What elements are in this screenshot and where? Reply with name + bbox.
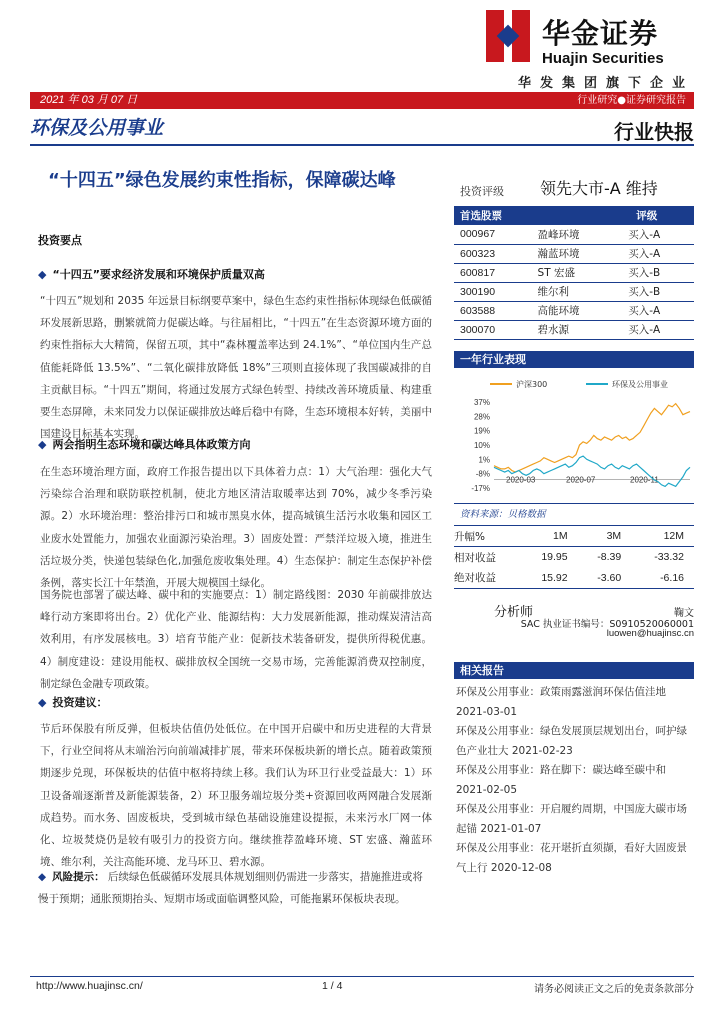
industry-performance-heading: 一年行业表现 (454, 351, 694, 368)
table-row (454, 225, 694, 244)
footer-website-link[interactable]: http://www.huajinsc.cn/ (36, 980, 143, 992)
related-report-link[interactable]: 环保及公用事业：政策雨露滋润环保估值洼地 2021-03-01 (456, 686, 666, 718)
table-cell: -8.39 (597, 551, 622, 564)
logo-english-name: Huajin Securities (542, 50, 664, 67)
y-tick-label: -8% (475, 469, 490, 479)
y-tick-label: 10% (473, 441, 490, 450)
y-tick-label: 28% (473, 412, 490, 422)
stock-code: 000967 (454, 225, 532, 244)
table-cell: -3.60 (578, 568, 632, 589)
stock-code: 600817 (454, 263, 532, 282)
y-tick-label: 19% (473, 426, 490, 436)
report-title: “十四五”绿色发展约束性指标，保障碳达峰 (48, 170, 396, 191)
table-row (454, 244, 694, 263)
stock-name: 碧水源 (532, 320, 623, 339)
chart-source: 资料来源：贝格数据 (460, 509, 546, 520)
diamond-bullet-icon: ◆ (38, 696, 47, 709)
date-bar (30, 92, 694, 109)
key-points-label: 投资要点 (38, 234, 82, 247)
analyst-certificate: SAC 执业证书编号：S0910520060001 (520, 619, 694, 630)
diamond-bullet-icon: ◆ (38, 438, 47, 451)
column-header: 升幅% (454, 526, 520, 547)
logo-chinese-name: 华金证券 (542, 17, 659, 50)
stock-name: 瀚蓝环境 (532, 244, 623, 263)
stock-rating: 买入-B (622, 282, 694, 301)
table-row (454, 568, 694, 589)
preferred-stocks-table (454, 206, 694, 340)
company-logo (486, 10, 696, 70)
performance-table (454, 525, 694, 589)
section-heading: ◆ “十四五”要求经济发展和环境保护质量双高 (38, 268, 265, 281)
stock-code: 300070 (454, 320, 532, 339)
stock-code: 300190 (454, 282, 532, 301)
column-header: 评级 (622, 206, 694, 225)
related-report-link[interactable]: 环保及公用事业：开启履约周期，中国庞大碳市场起锚 2021-01-07 (456, 803, 687, 835)
table-header-row (454, 526, 694, 547)
row-label: 绝对收益 (454, 568, 520, 589)
analyst-email-link[interactable]: luowen@huajinsc.cn (606, 628, 694, 639)
table-header-row (454, 206, 694, 225)
rating-label: 投资评级 (460, 185, 504, 198)
sector-name: 环保及公用事业 (30, 117, 164, 139)
related-report-link[interactable]: 环保及公用事业：花开堪折直须撷，看好大固废景气上行 2020-12-08 (456, 842, 687, 874)
stock-code: 603588 (454, 301, 532, 320)
column-header: 首选股票 (454, 206, 622, 225)
y-tick-label: -17% (471, 484, 490, 493)
related-report-link[interactable]: 环保及公用事业：绿色发展顶层规划出台，呵护绿色产业壮大 2021-02-23 (456, 725, 687, 757)
divider (454, 503, 694, 504)
table-row (454, 263, 694, 282)
diamond-bullet-icon: ◆ (38, 268, 47, 281)
page-number: 1 / 4 (322, 980, 343, 992)
risk-label: 风险提示： (52, 871, 105, 883)
table-cell: -33.32 (654, 551, 684, 564)
table-cell: 19.95 (541, 551, 568, 564)
y-tick-label: 37% (473, 398, 490, 407)
related-reports-heading: 相关报告 (454, 662, 694, 679)
company-slogan: 华发集团旗下企业 (517, 76, 694, 91)
row-label: 相对收益 (454, 551, 496, 564)
breadcrumb: 行业研究●证券研究报告 (577, 95, 686, 106)
stock-rating: 买入-A (622, 244, 694, 263)
stock-name: 盈峰环境 (532, 225, 623, 244)
stock-rating: 买入-A (622, 301, 694, 320)
section-paragraph: “十四五”规划和 2035 年远景目标纲要草案中，绿色生态约束性指标体现绿色低碳循环发展新思路，删繁就简力促碳达峰。与往届相比，“十四五”在生态资源环境方面的约束性指标大大精简，保留五项，其中“森林覆盖率达到 24.1%”、“单位国内生产总值能耗降低 13.5%”、“二氧化碳排放降低 18%”三项则直接体现了我国碳减排的自主贡献目标。“十四五”期间，将通过发展方式绿色转型、持续改善环境质量、构建重要生态屏障，未来同发力以保证碳排放达峰后稳中有降，生态环境根本好转，美丽中国建设目标基本实现。 (40, 295, 432, 441)
x-tick-label: 2020-03 (506, 475, 536, 485)
related-report-link[interactable]: 环保及公用事业：路在脚下：碳达峰至碳中和 2021-02-05 (456, 764, 666, 796)
column-header: 1M (520, 526, 577, 547)
table-cell: 15.92 (520, 568, 577, 589)
related-reports-list (456, 683, 694, 878)
risk-warning (38, 866, 432, 910)
chart-legend (490, 379, 668, 389)
stock-name: 高能环境 (532, 301, 623, 320)
y-tick-label: 1% (478, 455, 490, 465)
analyst-heading: 分析师 (494, 605, 534, 620)
stock-rating: 买入-B (622, 263, 694, 282)
industry-performance-chart (454, 372, 694, 500)
table-row (454, 547, 694, 568)
legend-label: 沪深300 (516, 380, 548, 389)
table-row (454, 301, 694, 320)
stock-name: 维尔利 (532, 282, 623, 301)
diamond-bullet-icon: ◆ (38, 871, 47, 883)
section-heading: ◆ 投资建议： (38, 696, 108, 709)
section-paragraph: 节后环保股有所反弹，但板块估值仍处低位。在中国开启碳中和历史进程的大背景下，行业空间将从末端治污向前端减排扩展，带来环保板块新的增长点。随着政策预期逐步兑现，环保板块的估值中枢将持续上移。我们认为环卫行业受益最大：1）环卫设备端逐渐普及新能源装备，2）环卫服务端垃圾分类+资源回收两网融合发展渐成趋势。而水务、固废板块，受到城市绿色基础设施建设提振，未来污水厂网一体化、垃圾焚烧仍是较有吸引力的投资方向。继续推荐盈峰环境、ST 宏盛、瀚蓝环境、维尔利，关注高能环境、龙马环卫、碧水源。 (40, 723, 432, 869)
legend-label: 环保及公用事业 (612, 380, 668, 389)
section-heading: ◆ 两会指明生态环境和碳达峰具体政策方向 (38, 438, 251, 451)
column-header: 12M (631, 526, 694, 547)
stock-rating: 买入-A (622, 320, 694, 339)
divider (30, 144, 694, 146)
stock-rating: 买入-A (622, 225, 694, 244)
risk-text: 后续绿色低碳循环发展具体规划细则仍需进一步落实，措施推进或将慢于预期；通胀预期抬头、短期市场或面临调整风险，可能拖累环保板块表现。 (38, 871, 423, 906)
huajin-logo-icon (486, 10, 530, 62)
column-header: 3M (578, 526, 632, 547)
table-row (454, 320, 694, 339)
analyst-name: 鞠文 (674, 608, 694, 619)
stock-name: ST 宏盛 (532, 263, 623, 282)
x-tick-label: 2020-07 (566, 475, 596, 485)
section-paragraph: 国务院也部署了碳达峰、碳中和的实施要点：1）制定路线图：2030 年前碳排放达峰行动方案即将出台。2）优化产业、能源结构：大力发展新能源，推动煤炭清洁高效利用，有序发展核电。3）培育节能产业：促新技术装备研发，提供所得税优惠。4）制度建设：建设用能权、碳排放权全国统一交易市场，完善能源消费双控制度，制定绿色金融专项政策。 (40, 589, 432, 690)
rating-value: 领先大市-A 维持 (540, 179, 658, 198)
section-paragraph: 在生态环境治理方面，政府工作报告提出以下具体着力点：1）大气治理：强化大气污染综合治理和联防联控机制，使北方地区清洁取暖率达到 70%，减少冬季污染源。2）水环境治理：整治排污口和城市黑臭水体，提高城镇生活污水收集和园区工业废水处置能力，加强农业面源污染治理。3）固废处置：严禁洋垃圾入境，推进生活垃圾分类，快递包装绿色化,加强危废收集处理。4）生态保护：制定生态保护补偿条例，落实长江十年禁渔，开展大规模国土绿化。 (40, 466, 432, 590)
chart-y-axis (471, 398, 490, 493)
stock-code: 600323 (454, 244, 532, 263)
report-date: 2021 年 03 月 07 日 (40, 94, 138, 106)
chart-series-group (494, 404, 690, 487)
table-row (454, 282, 694, 301)
table-cell: -6.16 (631, 568, 694, 589)
x-tick-label: 2020-11 (630, 475, 659, 485)
footer-disclaimer: 请务必阅读正文之后的免责条款部分 (534, 984, 694, 995)
footer-divider (30, 976, 694, 977)
report-type: 行业快报 (614, 120, 694, 144)
